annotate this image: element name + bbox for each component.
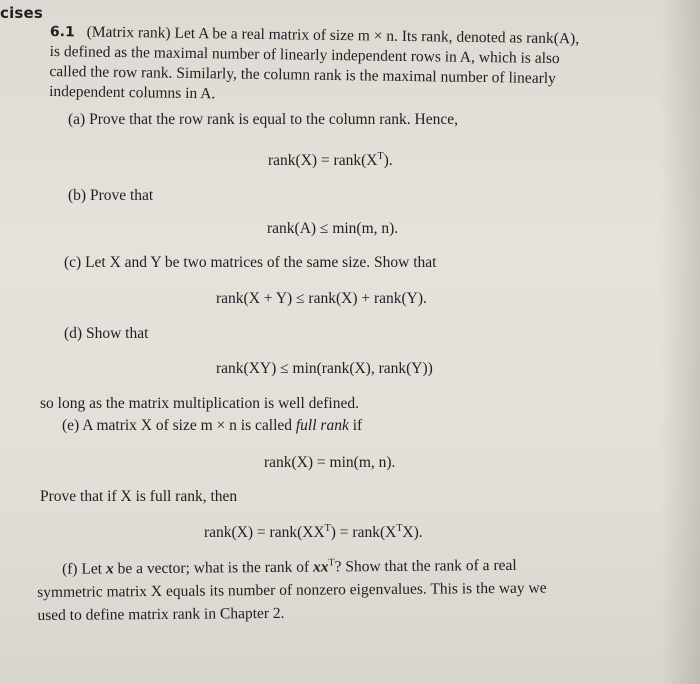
part-c [64, 253, 436, 273]
equation-a: rank(X) = $rank(X^T)$. [268, 150, 393, 169]
equation-c: rank(X + Y) ≤ rank(X) + rank(Y). [216, 290, 427, 307]
part-e: (e) A matrix X of size m × n is called full rank if [62, 417, 363, 434]
equation-e2: rank(X) = $rank(XX^T)$ = $rank(X^TX)$. [204, 522, 423, 541]
part-a-text: Prove that the row rank is equal to the column rank. Hence, [89, 111, 458, 128]
problem-number: 6.1 [49, 24, 75, 41]
part-d-after: so long as the matrix multiplication is well defined. [40, 395, 359, 412]
part-c-text: Let X and Y be two matrices of the same size. Show that [85, 254, 437, 271]
section-header: cises [0, 4, 44, 22]
part-d-label: (d) [64, 325, 83, 342]
part-f-line-2: symmetric matrix X equals its number of nonzero eigenvalues. This is the way we [37, 579, 547, 602]
part-f-label: (f) [61, 560, 78, 578]
part-f-line-3: used to define matrix rank in Chapter 2. [37, 604, 285, 625]
equation-b: rank(A) ≤ min(m, n). [267, 220, 399, 237]
part-c-label: (c) [64, 254, 82, 271]
intro-line-3: called the row rank. Similarly, the column rank is the maximal number of linearly [49, 62, 556, 88]
part-e-label: (e) [62, 417, 80, 434]
part-d-text: Show that [85, 325, 149, 342]
part-b-text: Prove that [89, 187, 154, 204]
term-full-rank: full rank [295, 417, 349, 434]
intro-line-1: 6.1 (Matrix rank) Let A be a real matrix of size m × n. Its rank, denoted as rank(A), [49, 23, 580, 48]
part-b-label: (b) [68, 187, 87, 204]
part-a [68, 110, 458, 130]
intro-line-2: is defined as the maximal number of linearly independent rows in A, which is also [49, 42, 560, 68]
part-f-line-1: (f) Let x be a vector; what is the rank of $xx^T$? Show that the rank of a real [61, 556, 517, 578]
part-e-after: Prove that if X is full rank, then [40, 488, 238, 505]
part-a-label: (a) [68, 111, 86, 128]
page-shadow [660, 0, 700, 684]
equation-d: rank(XY) ≤ min(rank(X), rank(Y)) [216, 360, 433, 377]
intro-line-4: independent columns in A. [49, 82, 216, 103]
part-b [68, 186, 153, 206]
part-d [64, 324, 148, 344]
equation-e: rank(X) = min(m, n). [264, 454, 396, 471]
